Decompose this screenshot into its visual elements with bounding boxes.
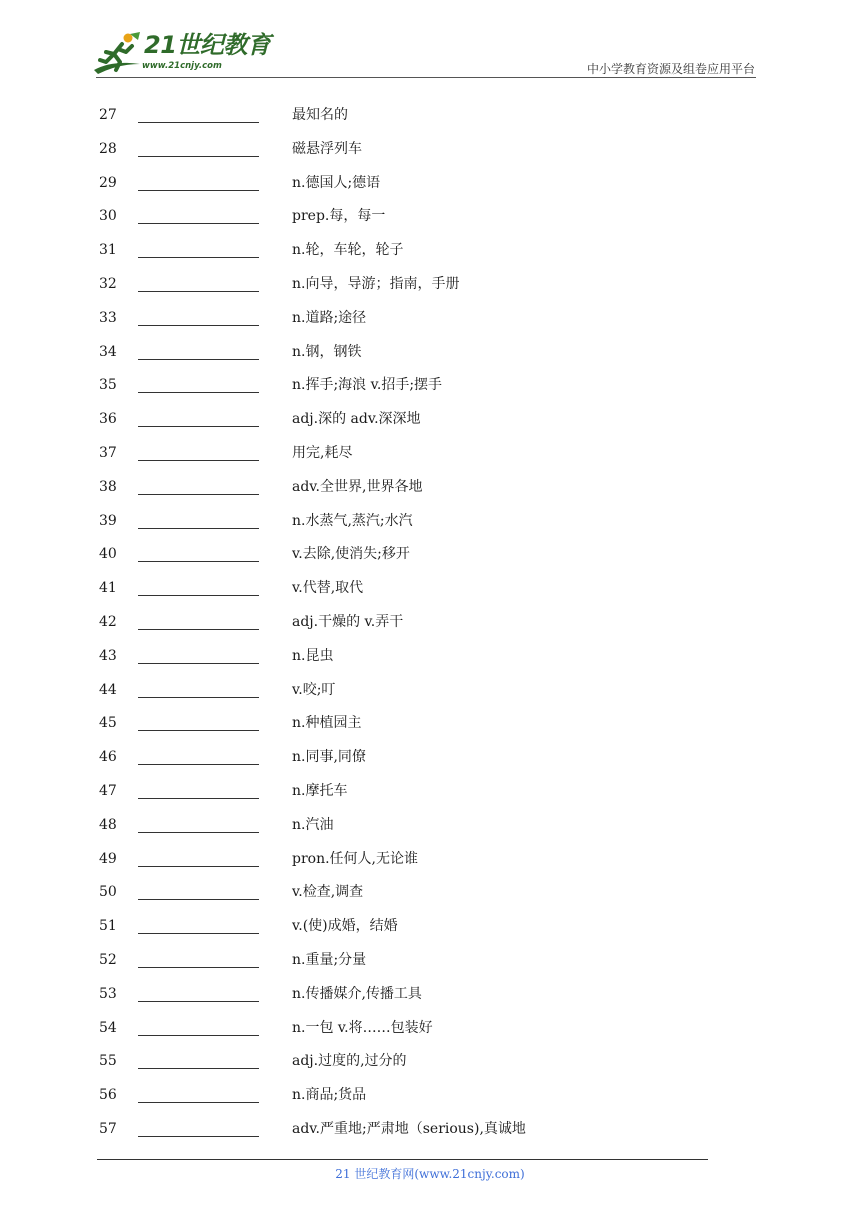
- item-number: 36: [99, 411, 117, 428]
- item-number: 53: [99, 985, 117, 1002]
- answer-blank[interactable]: [138, 663, 259, 664]
- vocab-row: [0, 436, 860, 470]
- definition-text: n.汽油: [292, 816, 334, 833]
- vocab-row: [0, 605, 860, 639]
- vocab-row: [0, 909, 860, 943]
- definition-text: adv.严重地;严肃地（serious),真诚地: [292, 1121, 526, 1137]
- answer-blank[interactable]: [138, 730, 259, 731]
- item-number: 51: [99, 918, 117, 935]
- vocab-row: [0, 267, 860, 301]
- item-number: 55: [99, 1053, 117, 1070]
- logo-url: www.21cnjy.com: [142, 61, 222, 71]
- definition-text: n.道路;途径: [292, 309, 367, 326]
- answer-blank[interactable]: [138, 359, 259, 360]
- vocab-row: [0, 301, 860, 335]
- item-number: 37: [99, 445, 117, 461]
- vocab-row: [0, 842, 860, 876]
- item-number: 27: [99, 107, 117, 123]
- item-number: 39: [99, 512, 117, 529]
- item-number: 41: [99, 580, 117, 597]
- definition-text: v.代替,取代: [292, 580, 364, 597]
- answer-blank[interactable]: [138, 1068, 259, 1069]
- answer-blank[interactable]: [138, 291, 259, 292]
- vocab-row: [0, 977, 860, 1011]
- answer-blank[interactable]: [138, 460, 259, 461]
- vocab-row: [0, 1078, 860, 1112]
- definition-text: prep.每，每一: [292, 208, 386, 225]
- vocab-row: [0, 706, 860, 740]
- item-number: 34: [99, 343, 117, 360]
- vocab-row: [0, 774, 860, 808]
- answer-blank[interactable]: [138, 528, 259, 529]
- vocab-row: [0, 943, 860, 977]
- answer-blank[interactable]: [138, 1001, 259, 1002]
- definition-text: adj.深的 adv.深深地: [292, 411, 421, 428]
- answer-blank[interactable]: [138, 764, 259, 765]
- item-number: 33: [99, 309, 117, 326]
- vocab-row: [0, 368, 860, 402]
- definition-text: n.商品;货品: [292, 1087, 367, 1104]
- item-number: 42: [99, 614, 117, 630]
- vocab-row: [0, 504, 860, 538]
- vocab-row: [0, 402, 860, 436]
- definition-text: n.挥手;海浪 v.招手;摆手: [292, 377, 443, 394]
- definition-text: v.检查,调查: [292, 884, 364, 901]
- answer-blank[interactable]: [138, 156, 259, 157]
- definition-text: adj.干燥的 v.弄干: [292, 614, 404, 630]
- vocab-row: [0, 1011, 860, 1045]
- vocab-row: [0, 1044, 860, 1078]
- item-number: 28: [99, 140, 117, 157]
- definition-text: n.向导，导游；指南，手册: [292, 276, 460, 292]
- definition-text: n.昆虫: [292, 647, 334, 664]
- answer-blank[interactable]: [138, 697, 259, 698]
- answer-blank[interactable]: [138, 595, 259, 596]
- vocab-row: [0, 1112, 860, 1146]
- item-number: 49: [99, 850, 117, 867]
- item-number: 56: [99, 1087, 117, 1104]
- answer-blank[interactable]: [138, 933, 259, 934]
- vocab-row: [0, 639, 860, 673]
- logo-wordmark: 21世纪教育: [144, 31, 271, 59]
- runner-logo-icon: [92, 30, 144, 76]
- definition-text: n.德国人;德语: [292, 174, 381, 191]
- item-number: 50: [99, 884, 117, 901]
- vocab-row: [0, 233, 860, 267]
- definition-text: n.摩托车: [292, 783, 348, 799]
- item-number: 40: [99, 546, 117, 563]
- item-number: 35: [99, 377, 117, 394]
- item-number: 48: [99, 816, 117, 833]
- answer-blank[interactable]: [138, 967, 259, 968]
- definition-text: n.重量;分量: [292, 952, 367, 968]
- answer-blank[interactable]: [138, 426, 259, 427]
- item-number: 29: [99, 174, 117, 191]
- definition-text: n.一包 v.将……包装好: [292, 1019, 433, 1036]
- footer-link[interactable]: 21 世纪教育网(www.21cnjy.com): [335, 1167, 525, 1181]
- answer-blank[interactable]: [138, 190, 259, 191]
- item-number: 45: [99, 715, 117, 732]
- definition-text: n.钢，钢铁: [292, 343, 362, 360]
- answer-blank[interactable]: [138, 1102, 259, 1103]
- item-number: 54: [99, 1019, 117, 1036]
- page-header: [0, 0, 860, 80]
- item-number: 31: [99, 242, 117, 259]
- definition-text: pron.任何人,无论谁: [292, 850, 418, 867]
- vocab-row: [0, 740, 860, 774]
- definition-text: 用完,耗尽: [292, 445, 353, 461]
- definition-text: n.种植园主: [292, 715, 362, 732]
- answer-blank[interactable]: [138, 1035, 259, 1036]
- definition-text: v.(使)成婚，结婚: [292, 918, 398, 935]
- item-number: 43: [99, 647, 117, 664]
- header-divider: [96, 77, 756, 78]
- vocab-row: [0, 571, 860, 605]
- answer-blank[interactable]: [138, 122, 259, 123]
- vocab-row: [0, 98, 860, 132]
- vocab-row: [0, 335, 860, 369]
- vocab-row: [0, 875, 860, 909]
- definition-text: adj.过度的,过分的: [292, 1053, 407, 1070]
- definition-text: v.去除,使消失;移开: [292, 546, 410, 563]
- vocab-row: [0, 166, 860, 200]
- vocab-row: [0, 537, 860, 571]
- site-logo[interactable]: [92, 30, 271, 76]
- answer-blank[interactable]: [138, 392, 259, 393]
- item-number: 32: [99, 276, 117, 292]
- vocab-row: [0, 808, 860, 842]
- answer-blank[interactable]: [138, 1136, 259, 1137]
- vocab-row: [0, 470, 860, 504]
- answer-blank[interactable]: [138, 223, 259, 224]
- platform-name: 中小学教育资源及组卷应用平台: [586, 62, 755, 76]
- answer-blank[interactable]: [138, 798, 259, 799]
- answer-blank[interactable]: [138, 325, 259, 326]
- item-number: 46: [99, 749, 117, 766]
- definition-text: n.轮，车轮，轮子: [292, 242, 404, 259]
- definition-text: n.同事,同僚: [292, 749, 366, 766]
- footer-divider: [97, 1159, 708, 1160]
- answer-blank[interactable]: [138, 257, 259, 258]
- item-number: 47: [99, 783, 117, 799]
- definition-text: v.咬;叮: [292, 681, 336, 698]
- item-number: 52: [99, 952, 117, 968]
- item-number: 44: [99, 681, 117, 698]
- item-number: 38: [99, 478, 117, 495]
- vocab-row: [0, 132, 860, 166]
- answer-blank[interactable]: [138, 629, 259, 630]
- answer-blank[interactable]: [138, 561, 259, 562]
- item-number: 57: [99, 1121, 117, 1137]
- definition-text: adv.全世界,世界各地: [292, 478, 423, 495]
- answer-blank[interactable]: [138, 899, 259, 900]
- answer-blank[interactable]: [138, 494, 259, 495]
- vocab-row: [0, 199, 860, 233]
- answer-blank[interactable]: [138, 866, 259, 867]
- definition-text: n.水蒸气,蒸汽;水汽: [292, 512, 413, 529]
- definition-text: n.传播媒介,传播工具: [292, 985, 422, 1002]
- item-number: 30: [99, 208, 117, 225]
- definition-text: 最知名的: [292, 107, 348, 123]
- answer-blank[interactable]: [138, 832, 259, 833]
- definition-text: 磁悬浮列车: [292, 140, 362, 157]
- vocab-row: [0, 673, 860, 707]
